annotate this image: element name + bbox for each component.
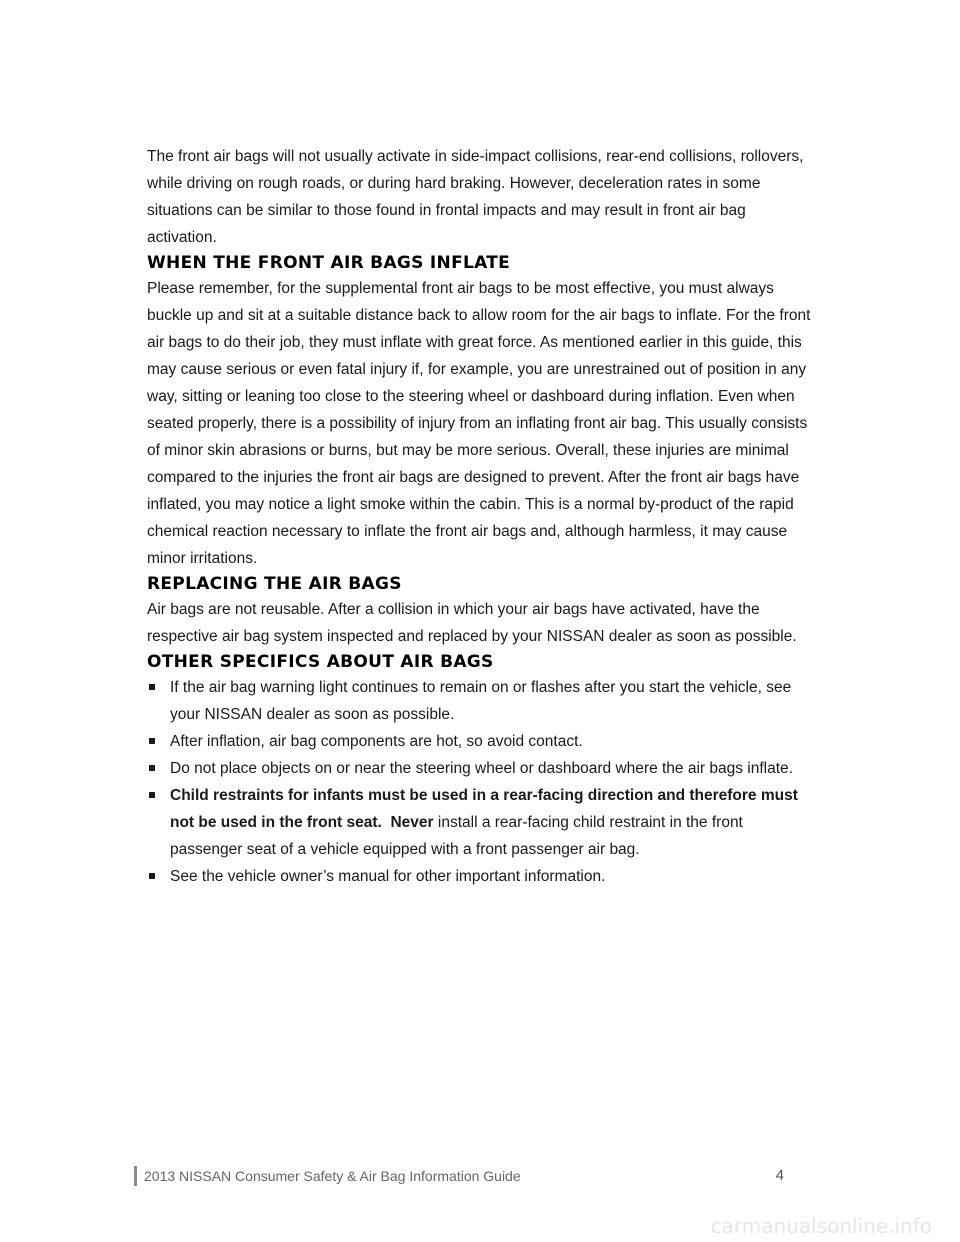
section-heading-front-air-bags-inflate: WHEN THE FRONT AIR BAGS INFLATE [147,253,511,273]
child-restraint-warning-bold: Child restraints for infants must be used in a rear-facing direction and therefore must not be used in the front seat. [170,787,798,831]
list-item [147,755,819,782]
footer-title: 2013 NISSAN Consumer Safety & Air Bag Information Guide [144,1168,521,1184]
page-number: 4 [775,1167,784,1184]
list-item-text: Do not place objects on or near the steering wheel or dashboard where the air bags inflate. [170,760,793,777]
replacing-air-bags-paragraph: Air bags are not reusable. After a collision in which your air bags have activated, have the respective air bag system inspected and replaced by your NISSAN dealer as soon as possible. [147,601,797,645]
other-specifics-list [147,674,819,890]
list-item-text: See the vehicle owner’s manual for other important information. [170,868,606,885]
never-emphasis: Never [390,814,434,831]
section-heading-replacing-air-bags: REPLACING THE AIR BAGS [147,574,402,594]
page-footer [134,1166,784,1186]
section-heading-other-specifics: OTHER SPECIFICS ABOUT AIR BAGS [147,652,494,672]
list-item [147,674,819,728]
page-content [147,143,819,890]
front-air-bags-inflate-paragraph: Please remember, for the supplemental front air bags to be most effective, you must always buckle up and sit at a suitable distance back to allow room for the air bags to inflate. For the front air bags to do their job, they must inflate with great force. As mentioned earlier in this guide, this may cause serious or even fatal injury if, for example, you are unrestrained out of position in any way, sitting or leaning too close to the steering wheel or dashboard during inflation. Even when seated properly, there is a possibility of injury from an inflating front air bag. This usually consists of minor skin abrasions or burns, but may be more serious. Overall, these injuries are minimal compared to the injuries the front air bags are designed to prevent. After the front air bags have inflated, you may notice a light smoke within the cabin. This is a normal by-product of the rapid chemical reaction necessary to inflate the front air bags and, although harmless, it may cause minor irritations. [147,280,811,567]
list-item-text: After inflation, air bag components are hot, so avoid contact. [170,733,583,750]
square-bullet-icon [149,684,155,690]
square-bullet-icon [149,792,155,798]
square-bullet-icon [149,765,155,771]
list-item-child-restraint-warning [147,782,819,863]
watermark: carmanualsonline.info [710,1214,932,1238]
list-item-text: If the air bag warning light continues to remain on or flashes after you start the vehicle, see your NISSAN dealer as soon as possible. [170,679,792,723]
square-bullet-icon [149,873,155,879]
intro-paragraph: The front air bags will not usually activate in side-impact collisions, rear-end collisions, rollovers, while driving on rough roads, or during hard braking. However, deceleration rates in some situations can be similar to those found in frontal impacts and may result in front air bag activation. [147,148,804,246]
footer-bar [134,1166,137,1186]
child-restraint-warning-rest: install a rear-facing child restraint in the front passenger seat of a vehicle equipped with a front passenger air bag. [170,814,743,858]
square-bullet-icon [149,738,155,744]
list-item [147,863,819,890]
list-item [147,728,819,755]
